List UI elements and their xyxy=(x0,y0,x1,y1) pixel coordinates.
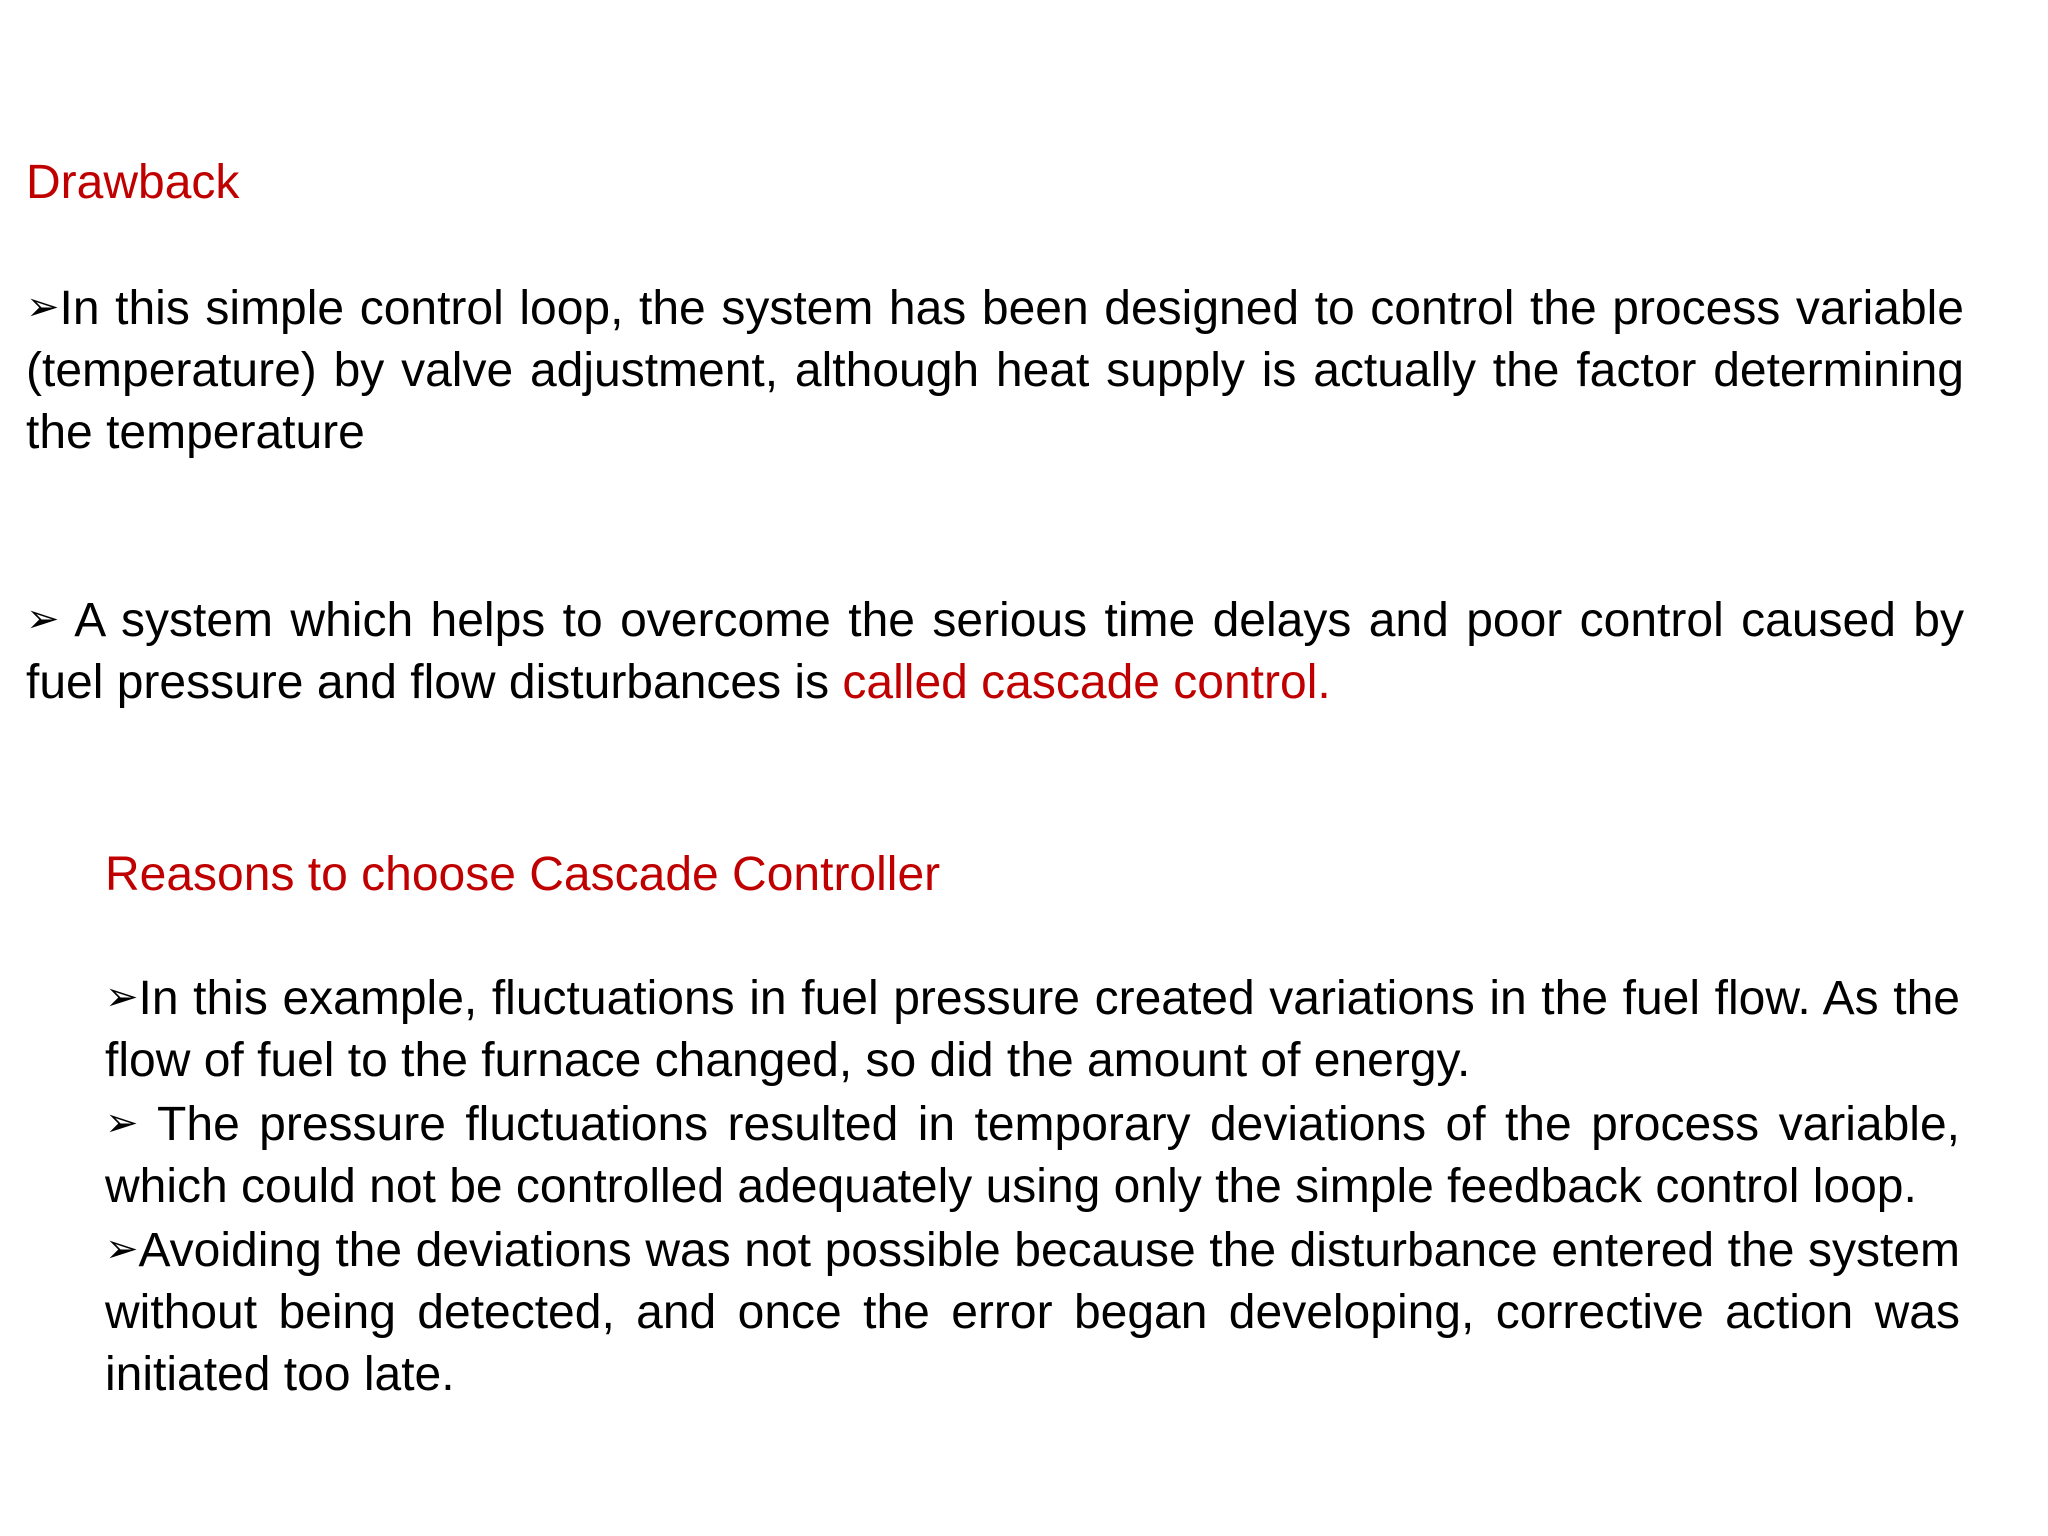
reasons-bullet-2 xyxy=(105,1092,1960,1218)
reasons-bullet-list xyxy=(105,966,1960,1406)
arrow-bullet-icon: ➢ xyxy=(26,596,60,642)
reasons-bullet-2-text: The pressure fluctuations resulted in temporary deviations of the process variable, which could not be controlled adequately using only the simple feedback control loop. xyxy=(105,1098,1960,1213)
drawback-bullet-1 xyxy=(26,276,1964,464)
arrow-bullet-icon: ➢ xyxy=(105,974,139,1020)
drawback-bullet-2 xyxy=(26,588,1964,714)
reasons-bullet-3 xyxy=(105,1218,1960,1406)
reasons-bullet-1 xyxy=(105,966,1960,1092)
drawback-bullet-1-text: In this simple control loop, the system has been designed to control the process variable (temperature) by valve adjustment, although heat supply is actually the factor determining the temperature xyxy=(26,282,1964,459)
cascade-control-highlight: called cascade control. xyxy=(842,656,1331,709)
arrow-bullet-icon: ➢ xyxy=(105,1226,139,1272)
drawback-heading: Drawback xyxy=(26,156,240,209)
reasons-bullet-1-text: In this example, fluctuations in fuel pressure created variations in the fuel flow. As the flow of fuel to the furnace changed, so did the amount of energy. xyxy=(105,972,1960,1087)
arrow-bullet-icon: ➢ xyxy=(26,284,60,330)
drawback-bullet-2-text: A system which helps to overcome the serious time delays and poor control caused by fuel pressure and flow disturbances is xyxy=(26,594,1964,709)
arrow-bullet-icon: ➢ xyxy=(105,1100,139,1146)
reasons-heading: Reasons to choose Cascade Controller xyxy=(105,848,941,901)
reasons-bullet-3-text: Avoiding the deviations was not possible because the disturbance entered the system without being detected, and once the error began developing, corrective action was initiated too late. xyxy=(105,1224,1960,1401)
